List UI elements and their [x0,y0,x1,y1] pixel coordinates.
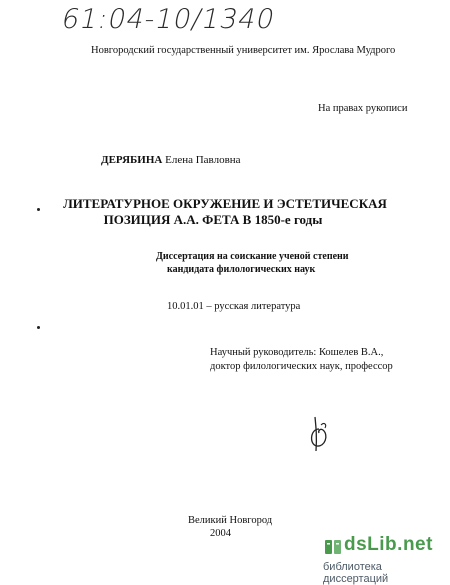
degree-line-1: Диссертация на соискание ученой степени [156,251,349,262]
handwritten-signature [307,415,333,455]
dslib-logo-icon [324,538,342,556]
author-given-names: Елена Павловна [165,154,241,166]
handwritten-archive-mark: 61:04-10/1340 [58,4,279,35]
advisor-line-1: Научный руководитель: Кошелев В.А., [210,347,384,358]
dissertation-title-line-2: ПОЗИЦИЯ А.А. ФЕТА В 1850-е годы [103,212,323,227]
degree-line-2: кандидата филологических наук [167,264,316,275]
watermark-subtitle: библиотека диссертаций [323,561,389,585]
university-name: Новгородский государственный университет им. Ярослава Мудрого [91,45,396,56]
dslib-watermark [320,534,448,585]
city: Великий Новгород [188,515,273,526]
watermark-logo-text: dsLib.net [344,534,433,555]
rights-note: На правах рукописи [318,103,408,114]
specialty-code: 10.01.01 – русская литература [167,301,301,312]
margin-dot [37,326,40,329]
year: 2004 [210,528,231,539]
advisor-line-2: доктор филологических наук, профессор [210,361,393,372]
author-surname: ДЕРЯБИНА [101,154,163,166]
author-name [101,154,241,166]
dissertation-title-line-1: ЛИТЕРАТУРНОЕ ОКРУЖЕНИЕ И ЭСТЕТИЧЕСКАЯ [63,196,387,211]
